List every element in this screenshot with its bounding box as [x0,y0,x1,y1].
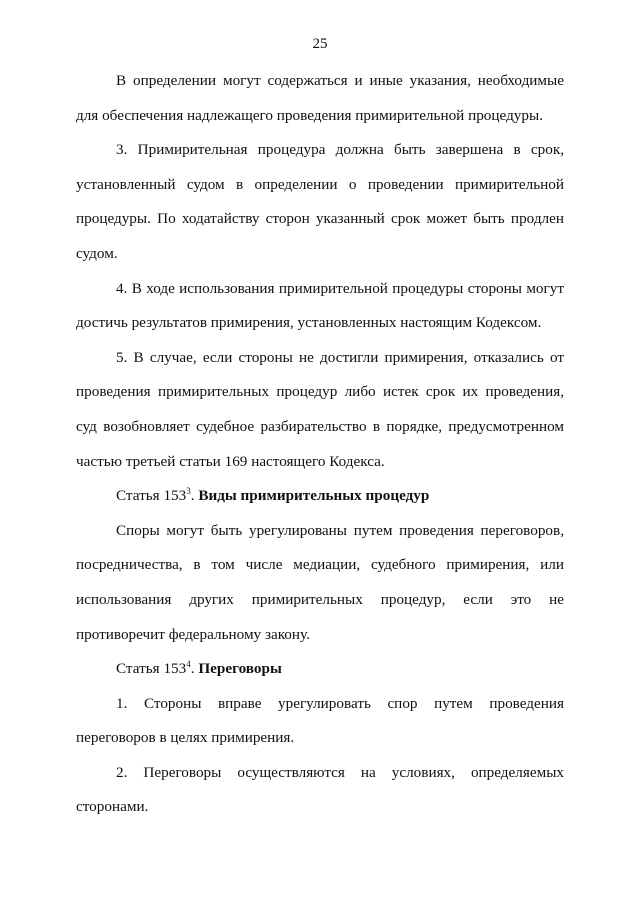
article-title: Переговоры [198,660,282,678]
article-superscript: 3 [186,486,191,497]
paragraph-disputes: Споры могут быть урегулированы путем проведения переговоров, посредничества, в том числе медиации, судебного примирения, или использования других примирительных процедур, если это не противоречит федеральному закону. [76,521,564,643]
article-superscript: 4 [186,659,191,670]
paragraph-item-4: 4. В ходе использования примирительной процедуры стороны могут достичь результатов примирения, установленных настоящим Кодексом. [76,279,564,332]
paragraph-negotiations-1: 1. Стороны вправе урегулировать спор путем проведения переговоров в целях примирения. [76,694,564,747]
paragraph-additional-instructions: В определении могут содержаться и иные указания, необходимые для обеспечения надлежащего проведения примирительной процедуры. [76,72,564,124]
paragraph-item-3: 3. Примирительная процедура должна быть завершена в срок, установленный судом в определении о проведении примирительной процедуры. По ходатайству сторон указанный срок может быть продлен судом. [76,141,564,262]
article-heading-153-3: Статья $153^3$. Виды примирительных процедур [116,486,430,505]
document-body [76,64,564,825]
paragraph-negotiations-2: 2. Переговоры осуществляются на условиях, определяемых сторонами. [76,763,564,816]
article-number: Статья 153 [116,487,187,505]
paragraph-item-5: 5. В случае, если стороны не достигли примирения, отказались от проведения примирительных процедур либо истек срок их проведения, суд возобновляет судебное разбирательство в порядке, предусмотренном частью третьей статьи 169 настоящего Кодекса. [76,348,564,470]
page-number: 25 [312,36,328,52]
article-title: Виды примирительных процедур [198,487,430,505]
article-heading-153-4: Статья $153^4$. Переговоры [116,659,282,678]
article-number: Статья 153 [116,660,187,678]
